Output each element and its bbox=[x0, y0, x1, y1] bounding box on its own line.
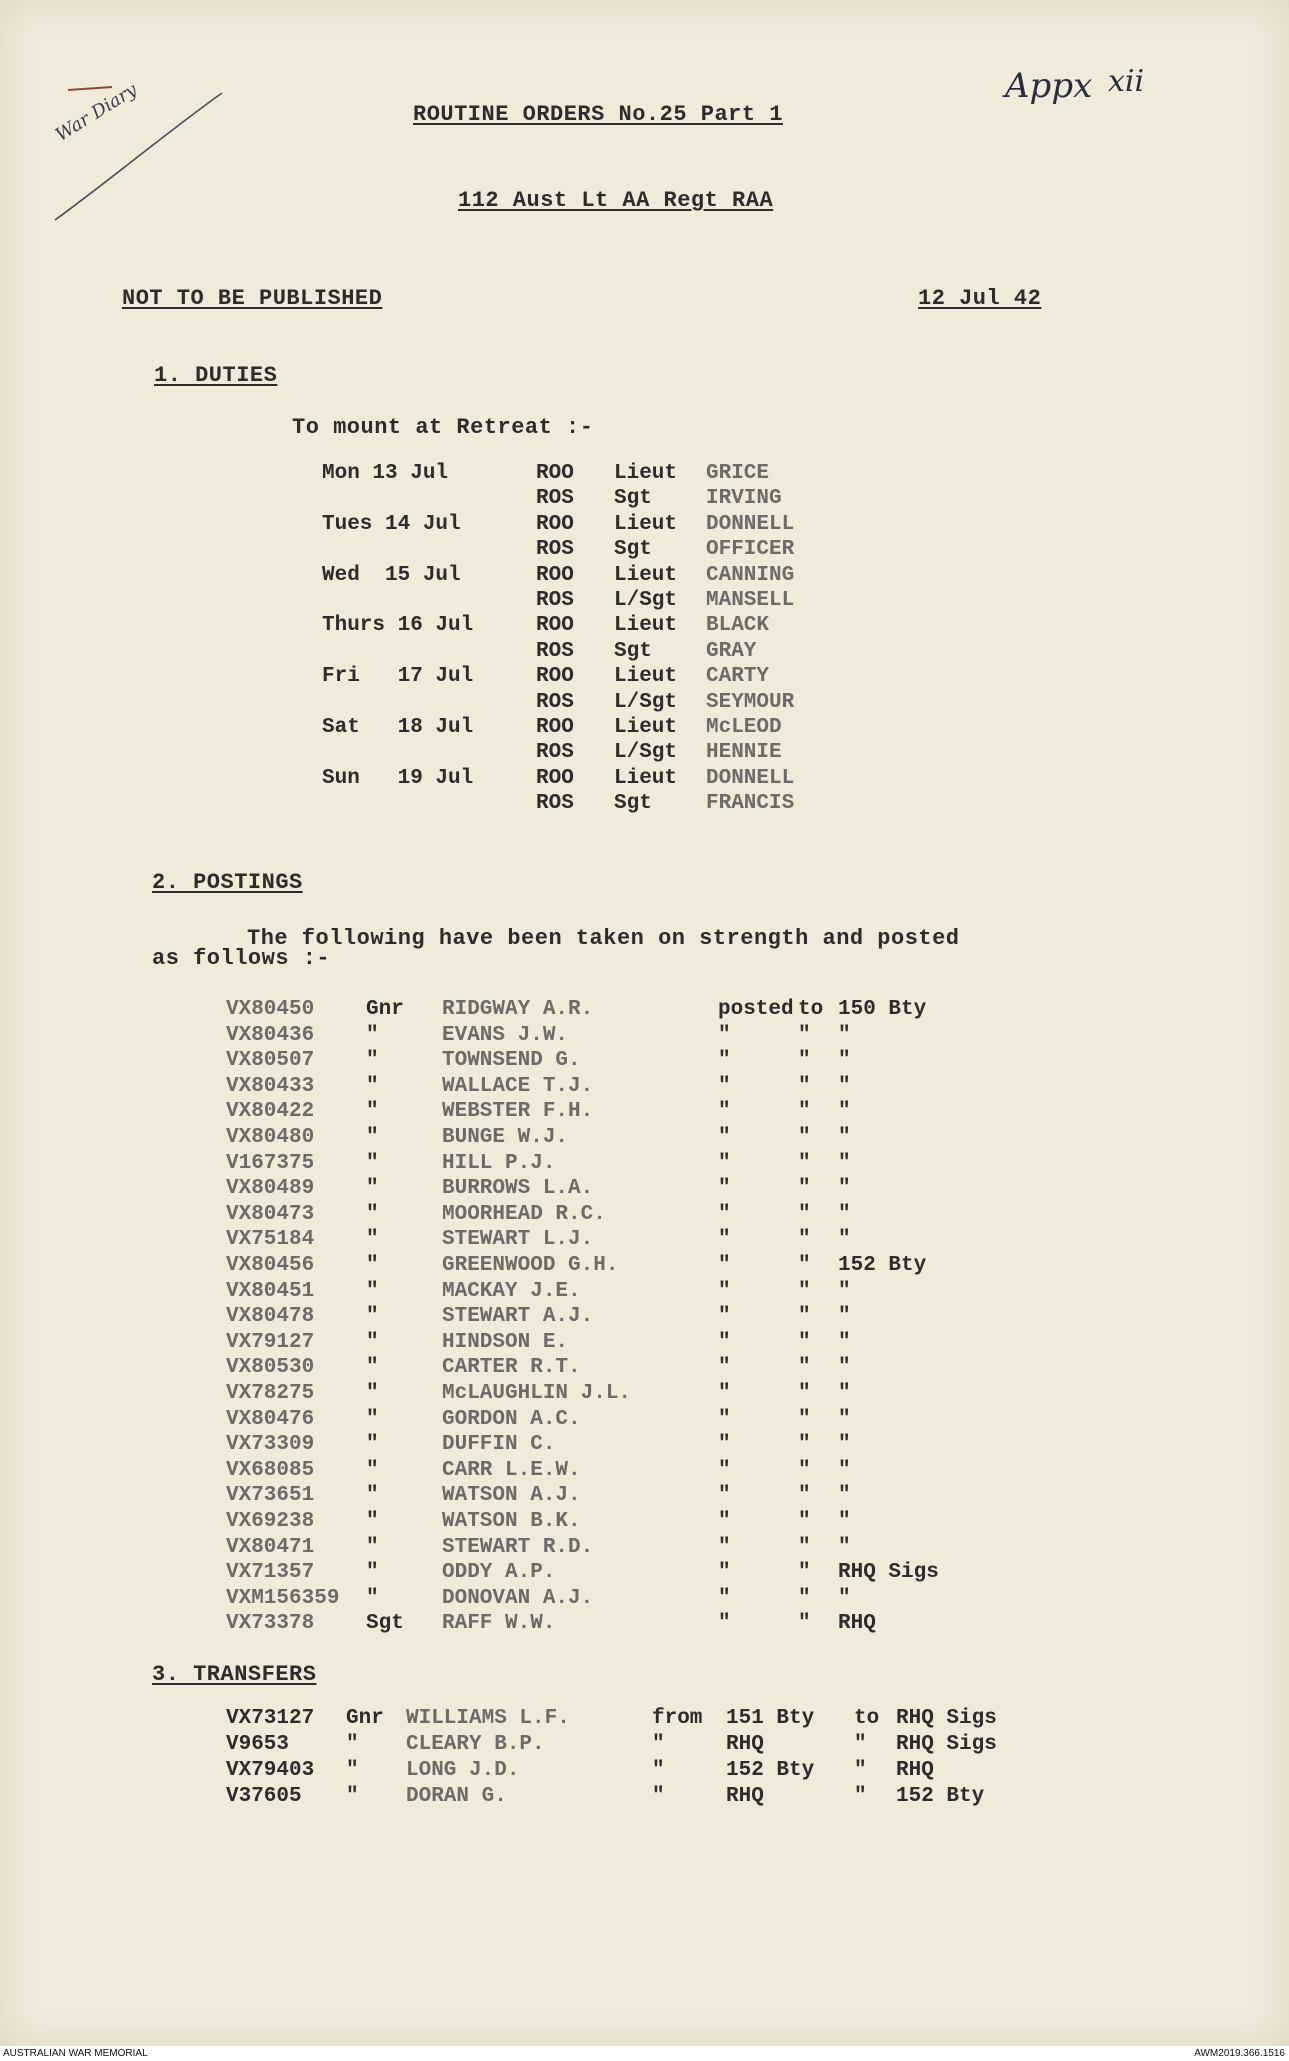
duty-name: GRICE bbox=[706, 462, 770, 485]
posting-name: WATSON B.K. bbox=[442, 1510, 581, 1533]
duty-role: ROS bbox=[536, 538, 574, 562]
transfer-number: VX79403 bbox=[226, 1759, 315, 1782]
posting-unit: RHQ bbox=[838, 1612, 876, 1636]
posting-unit: 152 Bty bbox=[838, 1254, 927, 1277]
posting-verb: " bbox=[718, 1074, 731, 1098]
posting-number: VX80478 bbox=[226, 1305, 315, 1329]
posting-verb: posted bbox=[718, 998, 794, 1021]
posting-verb: " bbox=[718, 1177, 731, 1201]
posting-rank: " bbox=[366, 1254, 379, 1277]
posting-row bbox=[0, 1331, 1289, 1357]
posting-unit: RHQ Sigs bbox=[838, 1561, 939, 1585]
transfer-number: V9653 bbox=[226, 1733, 290, 1756]
duty-rank: Lieut bbox=[614, 665, 678, 689]
posting-rank: " bbox=[366, 1586, 379, 1610]
duty-rank: L/Sgt bbox=[614, 741, 678, 765]
posting-verb: " bbox=[718, 1228, 731, 1252]
posting-name: McLAUGHLIN J.L. bbox=[442, 1382, 632, 1405]
transfer-name: CLEARY B.P. bbox=[406, 1733, 545, 1756]
posting-number: VX80471 bbox=[226, 1535, 315, 1559]
duty-rank: Sgt bbox=[614, 792, 652, 816]
posting-unit: " bbox=[838, 1586, 851, 1610]
appendix-label: Appx bbox=[1005, 66, 1093, 106]
posting-verb: " bbox=[718, 1356, 731, 1380]
posting-number: VX80433 bbox=[226, 1074, 315, 1098]
posting-name: CARR L.E.W. bbox=[442, 1458, 581, 1482]
unit-title: 112 Aust Lt AA Regt RAA bbox=[458, 188, 774, 213]
transfer-from-unit: 151 Bty bbox=[726, 1707, 815, 1730]
posting-rank: " bbox=[366, 1433, 379, 1457]
posting-verb: " bbox=[718, 1202, 731, 1226]
transfer-from-unit: RHQ bbox=[726, 1785, 764, 1808]
posting-name: DUFFIN C. bbox=[442, 1433, 556, 1457]
posting-verb: " bbox=[718, 1151, 731, 1175]
transfer-from-word: from bbox=[652, 1707, 703, 1730]
posting-row bbox=[0, 1587, 1289, 1613]
posting-unit: " bbox=[838, 1100, 851, 1124]
duty-role: ROS bbox=[536, 690, 574, 714]
transfer-from-unit: 152 Bty bbox=[726, 1759, 815, 1782]
posting-unit: " bbox=[838, 1279, 851, 1303]
posting-number: VX80530 bbox=[226, 1356, 315, 1380]
posting-number: VXM156359 bbox=[226, 1586, 340, 1610]
duty-name: DONNELL bbox=[706, 766, 795, 790]
duty-row bbox=[0, 487, 1289, 513]
posting-number: V167375 bbox=[226, 1151, 315, 1175]
transfer-to-unit: RHQ Sigs bbox=[896, 1733, 997, 1756]
duties-intro: To mount at Retreat :- bbox=[292, 415, 594, 440]
appendix-number-annotation: xii bbox=[1108, 64, 1145, 99]
transfer-from-word: " bbox=[652, 1785, 665, 1808]
posting-to: " bbox=[798, 1330, 811, 1354]
duty-role: ROO bbox=[536, 462, 574, 485]
posting-number: VX80422 bbox=[226, 1100, 315, 1124]
posting-verb: " bbox=[718, 1561, 731, 1585]
posting-unit: " bbox=[838, 1202, 851, 1226]
posting-to: " bbox=[798, 1484, 811, 1508]
duty-role: ROO bbox=[536, 665, 574, 689]
duty-row bbox=[0, 767, 1289, 793]
posting-unit: 150 Bty bbox=[838, 998, 927, 1021]
posting-rank: Sgt bbox=[366, 1612, 404, 1636]
duty-name: HENNIE bbox=[706, 741, 782, 765]
posting-name: WALLACE T.J. bbox=[442, 1074, 594, 1098]
transfer-to-unit: RHQ Sigs bbox=[896, 1707, 997, 1730]
duty-rank: L/Sgt bbox=[614, 589, 678, 612]
posting-verb: " bbox=[718, 1510, 731, 1533]
transfer-to-word: to bbox=[854, 1707, 880, 1730]
posting-row bbox=[0, 1382, 1289, 1408]
posting-number: VX68085 bbox=[226, 1458, 315, 1482]
duty-name: DONNELL bbox=[706, 512, 795, 536]
duty-day: Wed 15 Jul bbox=[322, 563, 461, 587]
duty-role: ROS bbox=[536, 589, 574, 612]
posting-row bbox=[0, 1100, 1289, 1126]
posting-rank: " bbox=[366, 1279, 379, 1303]
duty-row bbox=[0, 691, 1289, 717]
posting-to: " bbox=[798, 1458, 811, 1482]
duty-role: ROO bbox=[536, 614, 574, 638]
posting-rank: " bbox=[366, 1049, 379, 1073]
transfer-row bbox=[0, 1733, 1289, 1759]
posting-name: WEBSTER F.H. bbox=[442, 1100, 594, 1124]
duty-role: ROS bbox=[536, 792, 574, 816]
posting-row bbox=[0, 1049, 1289, 1075]
posting-row bbox=[0, 1254, 1289, 1280]
posting-row bbox=[0, 1228, 1289, 1254]
posting-row bbox=[0, 1484, 1289, 1510]
posting-rank: " bbox=[366, 1356, 379, 1380]
posting-to: " bbox=[798, 1151, 811, 1175]
posting-to: " bbox=[798, 1510, 811, 1533]
duty-row bbox=[0, 640, 1289, 666]
duty-rank: Sgt bbox=[614, 487, 652, 511]
posting-name: MACKAY J.E. bbox=[442, 1279, 581, 1303]
posting-unit: " bbox=[838, 1074, 851, 1098]
posting-verb: " bbox=[718, 1407, 731, 1431]
posting-row bbox=[0, 1075, 1289, 1101]
posting-unit: " bbox=[838, 1433, 851, 1457]
posting-number: VX69238 bbox=[226, 1510, 315, 1533]
duty-row bbox=[0, 462, 1289, 488]
posting-verb: " bbox=[718, 1433, 731, 1457]
duty-day: Sat 18 Jul bbox=[322, 716, 474, 739]
duty-row bbox=[0, 513, 1289, 539]
posting-number: VX80456 bbox=[226, 1254, 315, 1277]
posting-verb: " bbox=[718, 1279, 731, 1303]
posting-row bbox=[0, 1126, 1289, 1152]
duty-row bbox=[0, 792, 1289, 818]
posting-verb: " bbox=[718, 1330, 731, 1354]
posting-row bbox=[0, 1408, 1289, 1434]
posting-name: STEWART R.D. bbox=[442, 1535, 594, 1559]
posting-verb: " bbox=[718, 1484, 731, 1508]
posting-unit: " bbox=[838, 1305, 851, 1329]
posting-unit: " bbox=[838, 1356, 851, 1380]
posting-unit: " bbox=[838, 1228, 851, 1252]
posting-verb: " bbox=[718, 1023, 731, 1047]
transfer-name: LONG J.D. bbox=[406, 1759, 520, 1782]
duty-role: ROS bbox=[536, 639, 574, 663]
page-title: ROUTINE ORDERS No.25 Part 1 bbox=[413, 102, 783, 127]
posting-rank: " bbox=[366, 1510, 379, 1533]
transfer-from-word: " bbox=[652, 1733, 665, 1756]
posting-row bbox=[0, 1356, 1289, 1382]
posting-number: VX73651 bbox=[226, 1484, 315, 1508]
posting-row bbox=[0, 1510, 1289, 1536]
posting-number: VX75184 bbox=[226, 1228, 315, 1252]
posting-unit: " bbox=[838, 1407, 851, 1431]
posting-number: VX80473 bbox=[226, 1202, 315, 1226]
duty-row bbox=[0, 564, 1289, 590]
duty-row bbox=[0, 716, 1289, 742]
posting-unit: " bbox=[838, 1023, 851, 1047]
posting-rank: " bbox=[366, 1151, 379, 1175]
posting-unit: " bbox=[838, 1177, 851, 1201]
posting-rank: " bbox=[366, 1126, 379, 1149]
duty-row bbox=[0, 538, 1289, 564]
transfer-name: DORAN G. bbox=[406, 1785, 507, 1808]
duty-row bbox=[0, 589, 1289, 615]
posting-to: " bbox=[798, 1279, 811, 1303]
duty-name: GRAY bbox=[706, 639, 757, 663]
posting-to: " bbox=[798, 1177, 811, 1201]
transfer-to-word: " bbox=[854, 1759, 867, 1782]
posting-rank: " bbox=[366, 1100, 379, 1124]
posting-number: VX73378 bbox=[226, 1612, 315, 1636]
posting-name: GREENWOOD G.H. bbox=[442, 1254, 619, 1277]
posting-to: " bbox=[798, 1254, 811, 1277]
transfer-number: VX73127 bbox=[226, 1707, 315, 1730]
duty-rank: Lieut bbox=[614, 512, 678, 536]
transfer-rank: " bbox=[346, 1733, 359, 1756]
posting-to: " bbox=[798, 1228, 811, 1252]
posting-rank: " bbox=[366, 1561, 379, 1585]
duty-rank: Lieut bbox=[614, 563, 678, 587]
posting-unit: " bbox=[838, 1458, 851, 1482]
posting-name: WATSON A.J. bbox=[442, 1484, 581, 1508]
posting-verb: " bbox=[718, 1305, 731, 1329]
posting-rank: " bbox=[366, 1023, 379, 1047]
duty-role: ROO bbox=[536, 766, 574, 790]
duty-name: MANSELL bbox=[706, 589, 795, 612]
posting-rank: " bbox=[366, 1535, 379, 1559]
duty-name: SEYMOUR bbox=[706, 690, 795, 714]
posting-name: GORDON A.C. bbox=[442, 1407, 581, 1431]
posting-number: VX80436 bbox=[226, 1023, 315, 1047]
posting-verb: " bbox=[718, 1586, 731, 1610]
duty-role: ROO bbox=[536, 716, 574, 739]
duty-name: CANNING bbox=[706, 563, 795, 587]
posting-to: " bbox=[798, 1612, 811, 1636]
transfer-name: WILLIAMS L.F. bbox=[406, 1707, 570, 1730]
posting-rank: " bbox=[366, 1458, 379, 1482]
posting-name: BURROWS L.A. bbox=[442, 1177, 594, 1201]
posting-unit: " bbox=[838, 1484, 851, 1508]
posting-verb: " bbox=[718, 1126, 731, 1149]
posting-number: VX80476 bbox=[226, 1407, 315, 1431]
posting-unit: " bbox=[838, 1382, 851, 1405]
duty-role: ROS bbox=[536, 741, 574, 765]
posting-name: STEWART L.J. bbox=[442, 1228, 594, 1252]
posting-number: VX73309 bbox=[226, 1433, 315, 1457]
posting-to: " bbox=[798, 1586, 811, 1610]
duties-heading: 1. DUTIES bbox=[154, 363, 278, 388]
posting-rank: Gnr bbox=[366, 998, 404, 1021]
posting-to: " bbox=[798, 1407, 811, 1431]
posting-name: EVANS J.W. bbox=[442, 1023, 569, 1047]
posting-unit: " bbox=[838, 1151, 851, 1175]
posting-name: DONOVAN A.J. bbox=[442, 1586, 594, 1610]
posting-name: RAFF W.W. bbox=[442, 1612, 556, 1636]
posting-name: HINDSON E. bbox=[442, 1330, 569, 1354]
posting-verb: " bbox=[718, 1535, 731, 1559]
posting-name: ODDY A.P. bbox=[442, 1561, 556, 1585]
transfer-row bbox=[0, 1759, 1289, 1785]
duty-day: Mon 13 Jul bbox=[322, 462, 449, 485]
posting-row bbox=[0, 1280, 1289, 1306]
posting-unit: " bbox=[838, 1049, 851, 1073]
transfer-from-word: " bbox=[652, 1759, 665, 1782]
duty-rank: Lieut bbox=[614, 766, 678, 790]
posting-row bbox=[0, 1433, 1289, 1459]
footer-left: AUSTRALIAN WAR MEMORIAL bbox=[3, 2048, 148, 2059]
posting-unit: " bbox=[838, 1510, 851, 1533]
posting-rank: " bbox=[366, 1228, 379, 1252]
posting-name: MOORHEAD R.C. bbox=[442, 1202, 606, 1226]
duty-rank: Lieut bbox=[614, 462, 678, 485]
transfer-row bbox=[0, 1785, 1289, 1811]
order-date: 12 Jul 42 bbox=[918, 286, 1042, 311]
footer bbox=[0, 2046, 1289, 2061]
posting-verb: " bbox=[718, 1100, 731, 1124]
duty-name: FRANCIS bbox=[706, 792, 795, 816]
posting-to: " bbox=[798, 1433, 811, 1457]
posting-to: " bbox=[798, 1049, 811, 1073]
duty-day: Fri 17 Jul bbox=[322, 665, 474, 689]
posting-unit: " bbox=[838, 1330, 851, 1354]
duty-day: Tues 14 Jul bbox=[322, 512, 461, 536]
posting-rank: " bbox=[366, 1202, 379, 1226]
transfer-row bbox=[0, 1707, 1289, 1733]
postings-intro-line2: as follows :- bbox=[152, 946, 331, 971]
duty-rank: Sgt bbox=[614, 639, 652, 663]
posting-rank: " bbox=[366, 1484, 379, 1508]
transfer-number: V37605 bbox=[226, 1785, 302, 1808]
posting-number: VX80480 bbox=[226, 1126, 315, 1149]
footer-right: AWM2019.366.1516 bbox=[1194, 2048, 1285, 2059]
posting-row bbox=[0, 1536, 1289, 1562]
restriction-label: NOT TO BE PUBLISHED bbox=[122, 286, 383, 311]
posting-unit: " bbox=[838, 1535, 851, 1559]
posting-row bbox=[0, 1203, 1289, 1229]
posting-row bbox=[0, 1024, 1289, 1050]
transfer-to-unit: 152 Bty bbox=[896, 1785, 985, 1808]
duty-role: ROS bbox=[536, 487, 574, 511]
duty-name: CARTY bbox=[706, 665, 770, 689]
posting-to: " bbox=[798, 1561, 811, 1585]
posting-to: " bbox=[798, 1356, 811, 1380]
posting-to: to bbox=[798, 998, 824, 1021]
posting-row bbox=[0, 1152, 1289, 1178]
duty-rank: Lieut bbox=[614, 716, 678, 739]
posting-to: " bbox=[798, 1382, 811, 1405]
posting-row bbox=[0, 1177, 1289, 1203]
posting-number: VX80489 bbox=[226, 1177, 315, 1201]
posting-number: VX78275 bbox=[226, 1382, 315, 1405]
posting-name: BUNGE W.J. bbox=[442, 1126, 569, 1149]
posting-rank: " bbox=[366, 1305, 379, 1329]
duty-role: ROO bbox=[536, 563, 574, 587]
duty-name: OFFICER bbox=[706, 538, 795, 562]
posting-name: RIDGWAY A.R. bbox=[442, 998, 594, 1021]
posting-row bbox=[0, 1305, 1289, 1331]
posting-number: VX71357 bbox=[226, 1561, 315, 1585]
postings-intro-line1: The following have been taken on strength and posted bbox=[247, 926, 960, 951]
margin-note: War Diary bbox=[52, 79, 141, 146]
posting-to: " bbox=[798, 1126, 811, 1149]
posting-rank: " bbox=[366, 1177, 379, 1201]
transfer-to-unit: RHQ bbox=[896, 1759, 934, 1782]
posting-row bbox=[0, 998, 1289, 1024]
posting-to: " bbox=[798, 1100, 811, 1124]
duty-row bbox=[0, 741, 1289, 767]
posting-rank: " bbox=[366, 1330, 379, 1354]
posting-verb: " bbox=[718, 1049, 731, 1073]
duty-day: Thurs 16 Jul bbox=[322, 614, 474, 638]
posting-name: CARTER R.T. bbox=[442, 1356, 581, 1380]
duty-row bbox=[0, 665, 1289, 691]
transfer-from-unit: RHQ bbox=[726, 1733, 764, 1756]
posting-rank: " bbox=[366, 1074, 379, 1098]
posting-to: " bbox=[798, 1202, 811, 1226]
duty-rank: L/Sgt bbox=[614, 690, 678, 714]
transfer-rank: " bbox=[346, 1759, 359, 1782]
duty-day: Sun 19 Jul bbox=[322, 766, 474, 790]
duty-rank: Sgt bbox=[614, 538, 652, 562]
duty-name: IRVING bbox=[706, 487, 782, 511]
posting-name: STEWART A.J. bbox=[442, 1305, 594, 1329]
duty-role: ROO bbox=[536, 512, 574, 536]
posting-row bbox=[0, 1459, 1289, 1485]
posting-name: TOWNSEND G. bbox=[442, 1049, 581, 1073]
posting-number: VX80507 bbox=[226, 1049, 315, 1073]
transfer-to-word: " bbox=[854, 1733, 867, 1756]
posting-to: " bbox=[798, 1074, 811, 1098]
duty-name: McLEOD bbox=[706, 716, 782, 739]
posting-verb: " bbox=[718, 1458, 731, 1482]
posting-to: " bbox=[798, 1535, 811, 1559]
posting-rank: " bbox=[366, 1407, 379, 1431]
transfer-rank: " bbox=[346, 1785, 359, 1808]
posting-verb: " bbox=[718, 1254, 731, 1277]
transfer-to-word: " bbox=[854, 1785, 867, 1808]
transfer-rank: Gnr bbox=[346, 1707, 384, 1730]
posting-verb: " bbox=[718, 1382, 731, 1405]
posting-verb: " bbox=[718, 1612, 731, 1636]
margin-stroke bbox=[50, 85, 230, 225]
posting-number: VX80450 bbox=[226, 998, 315, 1021]
posting-number: VX79127 bbox=[226, 1330, 315, 1354]
duty-rank: Lieut bbox=[614, 614, 678, 638]
posting-number: VX80451 bbox=[226, 1279, 315, 1303]
posting-to: " bbox=[798, 1023, 811, 1047]
posting-rank: " bbox=[366, 1382, 379, 1405]
posting-unit: " bbox=[838, 1126, 851, 1149]
posting-name: HILL P.J. bbox=[442, 1151, 556, 1175]
duty-row bbox=[0, 614, 1289, 640]
appendix-annotation bbox=[1005, 66, 1092, 106]
postings-heading: 2. POSTINGS bbox=[152, 870, 303, 895]
posting-to: " bbox=[798, 1305, 811, 1329]
posting-row bbox=[0, 1612, 1289, 1638]
posting-row bbox=[0, 1561, 1289, 1587]
duty-name: BLACK bbox=[706, 614, 770, 638]
transfers-heading: 3. TRANSFERS bbox=[152, 1662, 317, 1687]
